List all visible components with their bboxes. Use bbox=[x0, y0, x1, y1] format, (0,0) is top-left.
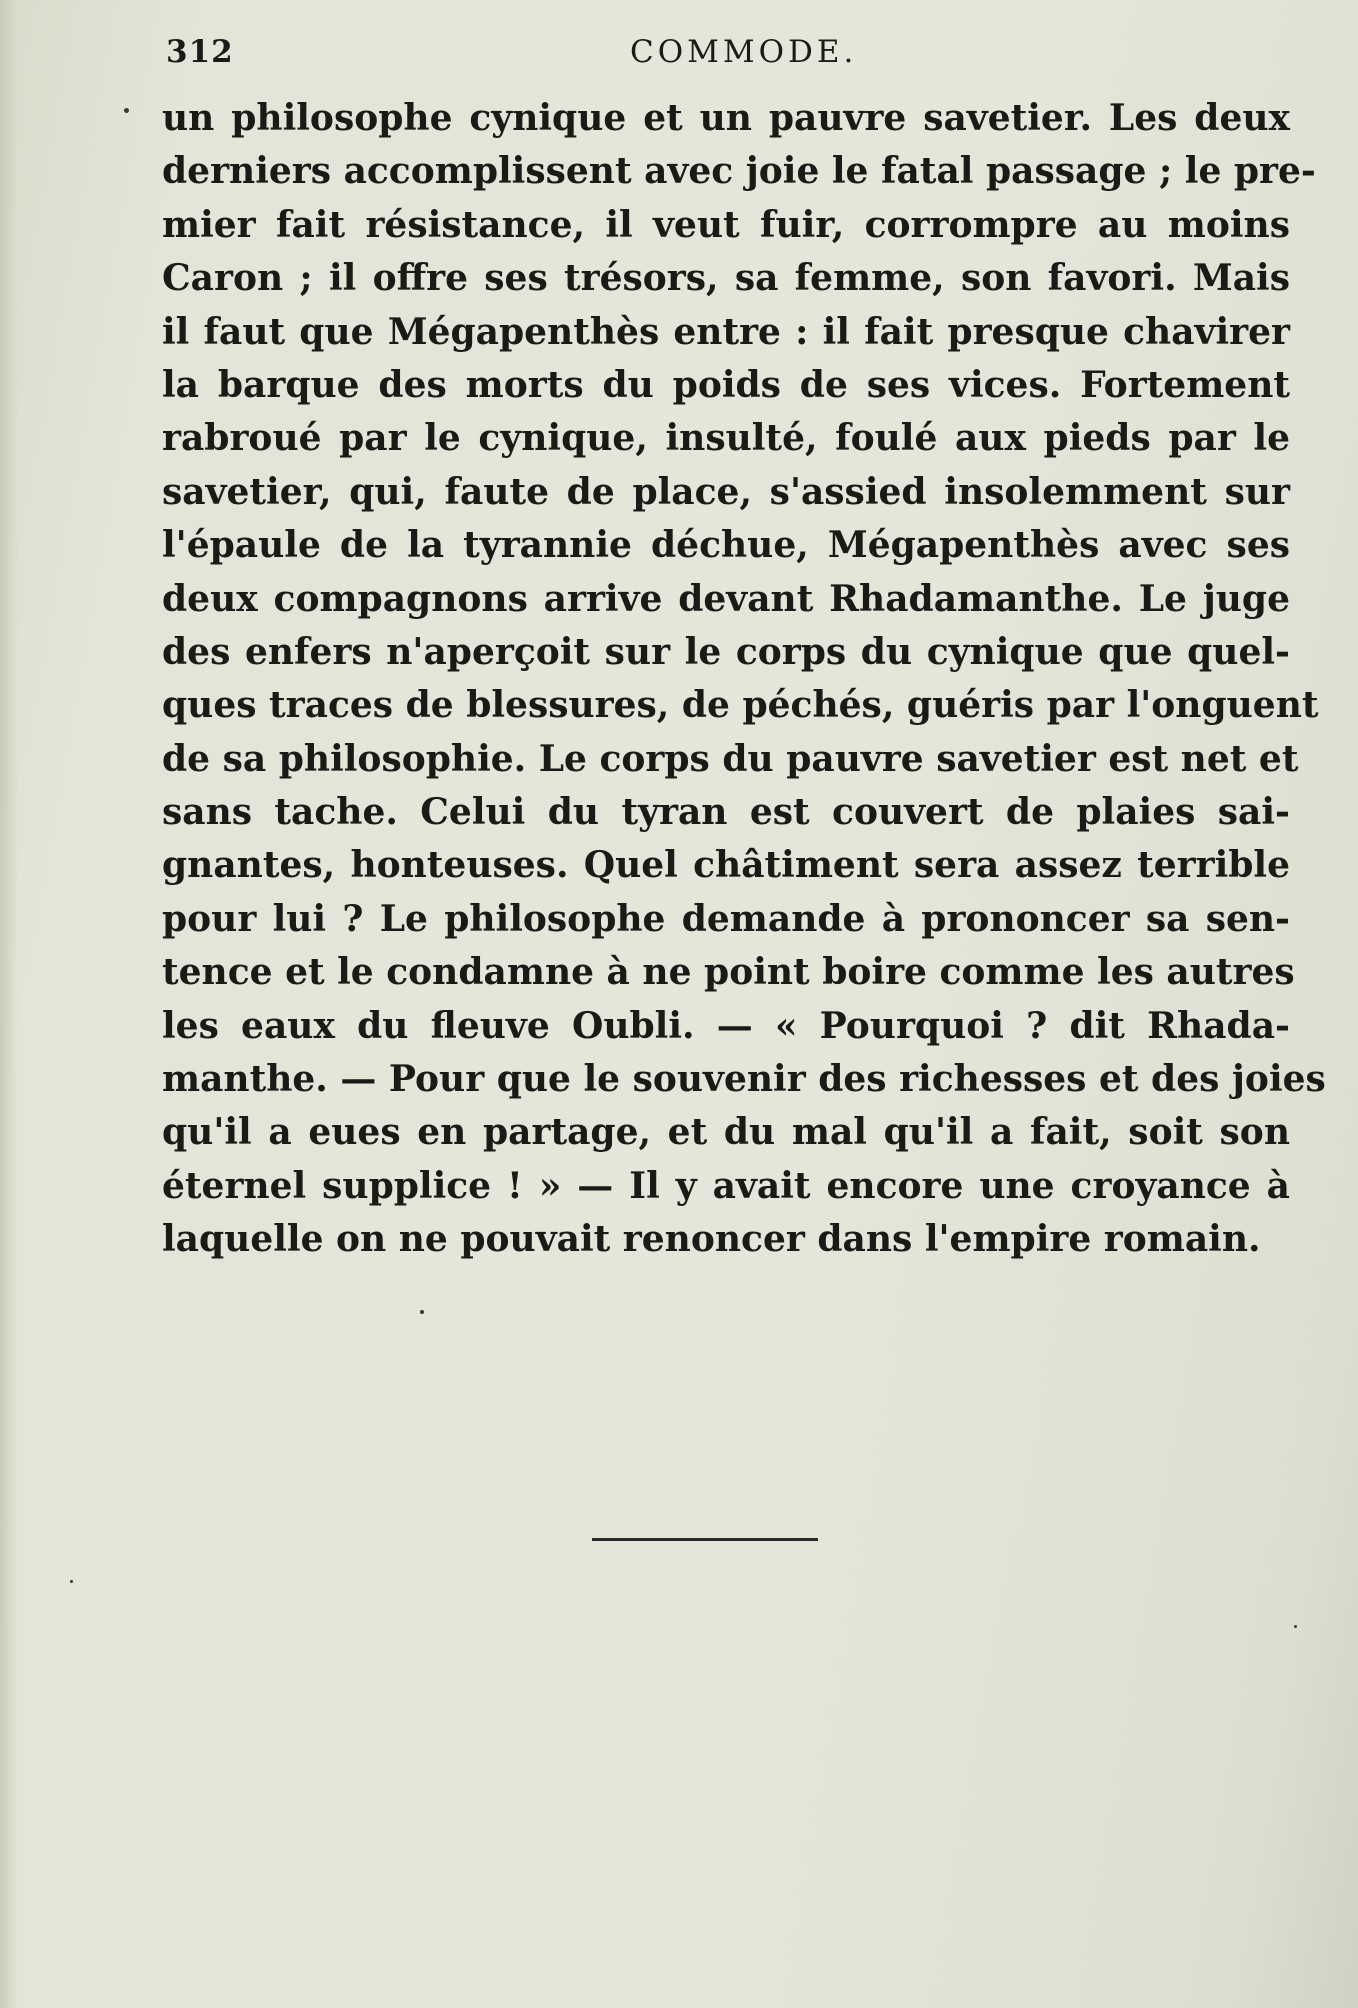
text-line: mier fait résistance, il veut fuir, corrompre au moins bbox=[162, 203, 1290, 246]
text-line: des enfers n'aperçoit sur le corps du cynique que quel- bbox=[162, 630, 1290, 673]
text-line: manthe. — Pour que le souvenir des richesses et des joies bbox=[162, 1058, 1326, 1101]
text-line: les eaux du fleuve Oubli. — « Pourquoi ? dit Rhada- bbox=[162, 1004, 1290, 1047]
text-line: éternel supplice ! » — Il y avait encore une croyance à bbox=[162, 1164, 1290, 1207]
text-line: la barque des morts du poids de ses vices. Fortement bbox=[162, 363, 1290, 406]
text-line: l'épaule de la tyrannie déchue, Mégapenthès avec ses bbox=[162, 524, 1290, 567]
body-text bbox=[162, 92, 1326, 1267]
text-line: un philosophe cynique et un pauvre savetier. Les deux bbox=[162, 97, 1290, 139]
text-line: tence et le condamne à ne point boire comme les autres bbox=[162, 951, 1295, 994]
text-line: gnantes, honteuses. Quel châtiment sera assez terrible bbox=[162, 844, 1290, 887]
text-line: ques traces de blessures, de péchés, guéris par l'onguent bbox=[162, 684, 1319, 727]
page-header bbox=[0, 26, 1358, 82]
text-line: sans tache. Celui du tyran est couvert de plaies sai- bbox=[162, 791, 1290, 834]
text-line: de sa philosophie. Le corps du pauvre savetier est net et bbox=[162, 737, 1299, 780]
text-line: il faut que Mégapenthès entre : il fait presque chavirer bbox=[162, 310, 1290, 353]
paper-speck bbox=[124, 108, 129, 113]
text-line: deux compagnons arrive devant Rhadamanthe. Le juge bbox=[162, 577, 1290, 620]
section-end-rule bbox=[592, 1538, 818, 1541]
text-line: pour lui ? Le philosophe demande à prononcer sa sen- bbox=[162, 897, 1290, 940]
text-line: laquelle on ne pouvait renoncer dans l'empire romain. bbox=[162, 1218, 1261, 1261]
paper-speck bbox=[70, 1580, 73, 1583]
running-head: COMMODE. bbox=[630, 34, 858, 70]
text-line: qu'il a eues en partage, et du mal qu'il a fait, soit son bbox=[162, 1111, 1290, 1154]
paper-speck bbox=[420, 1310, 424, 1314]
text-line: savetier, qui, faute de place, s'assied insolemment sur bbox=[162, 470, 1290, 513]
paper-speck bbox=[1294, 1625, 1297, 1628]
text-line: derniers accomplissent avec joie le fatal passage ; le pre- bbox=[162, 150, 1316, 193]
text-line: Caron ; il offre ses trésors, sa femme, son favori. Mais bbox=[162, 257, 1290, 300]
text-line: rabroué par le cynique, insulté, foulé aux pieds par le bbox=[162, 417, 1290, 460]
page-number: 312 bbox=[166, 34, 234, 70]
page-edge-shadow bbox=[0, 0, 18, 2008]
